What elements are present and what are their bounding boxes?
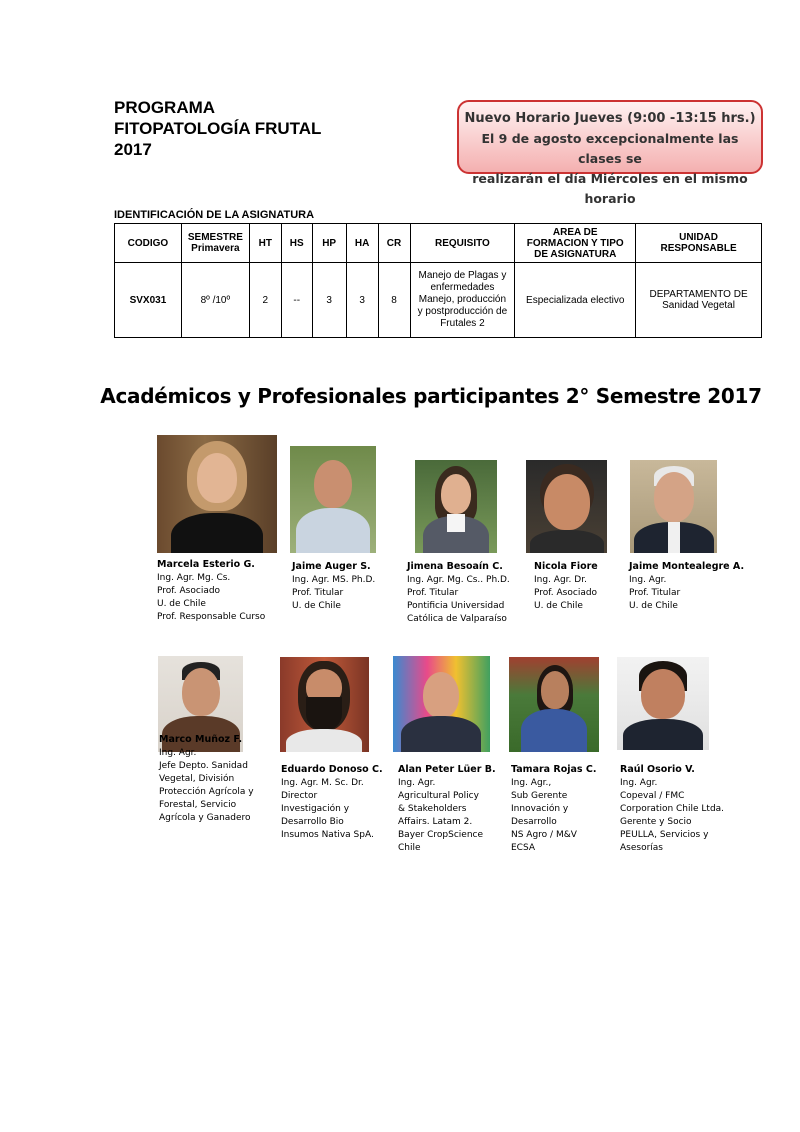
person-name: Raúl Osorio V.	[620, 764, 695, 775]
person-name: Alan Peter Lüer B.	[398, 764, 496, 775]
table-row	[115, 263, 762, 338]
person-detail-line: U. de Chile	[534, 601, 583, 611]
header-codigo: CODIGO	[115, 224, 182, 263]
person-detail-line: Asesorías	[620, 843, 663, 853]
person-details	[159, 747, 254, 825]
person-details	[511, 777, 577, 855]
header-area-line3: DE ASIGNATURA	[534, 248, 617, 260]
header-ht: HT	[249, 224, 281, 263]
cell-ha: 3	[346, 263, 378, 338]
header-ha: HA	[346, 224, 378, 263]
person-details	[620, 777, 724, 855]
person-detail-line: Ing. Agr. Mg. Cs.	[157, 573, 231, 583]
notice-line-2: El 9 de agosto excepcionalmente las clases se	[481, 131, 739, 166]
participants-heading: Académicos y Profesionales participantes 2° Semestre 2017	[100, 384, 762, 408]
cell-area: Especializada electivo	[515, 263, 636, 338]
person-detail-line: Bayer CropScience	[398, 830, 484, 840]
person-detail-line: Desarrollo Bio	[281, 817, 344, 827]
person-detail-line: U. de Chile	[629, 601, 678, 611]
table-header-row	[115, 224, 762, 263]
person-detail-line: Ing. Agr.	[398, 778, 436, 788]
cell-unidad	[636, 263, 762, 338]
person-photo-raul	[617, 657, 709, 750]
cell-semestre: 8º /10º	[181, 263, 249, 338]
header-unidad-line1: UNIDAD	[679, 232, 718, 243]
person-photo-alan	[393, 656, 490, 752]
person-detail-line: Director	[281, 791, 318, 801]
person-detail-line: ECSA	[511, 843, 536, 853]
cell-requisito	[410, 263, 515, 338]
person-photo-jaime-montealegre	[630, 460, 717, 553]
person-details	[281, 777, 374, 842]
header-hs: HS	[281, 224, 312, 263]
person-name: Jimena Besoaín C.	[407, 561, 503, 572]
person-detail-line: Pontificia Universidad	[407, 601, 505, 611]
person-detail-line: Ing. Agr. Dr.	[534, 575, 587, 585]
requisito-line1: Manejo de Plagas y	[418, 270, 507, 281]
unidad-line2: Sanidad Vegetal	[662, 300, 735, 311]
title-line-3: 2017	[114, 140, 152, 159]
cell-cr: 8	[378, 263, 410, 338]
person-details	[398, 777, 483, 855]
person-photo-jimena	[415, 460, 497, 553]
cell-codigo: SVX031	[115, 263, 182, 338]
person-detail-line: & Stakeholders	[398, 804, 467, 814]
person-detail-line: U. de Chile	[292, 601, 341, 611]
person-photo-marcela	[157, 435, 277, 553]
person-details	[157, 572, 265, 624]
header-unidad-line2: RESPONSABLE	[660, 243, 737, 254]
person-detail-line: Prof. Responsable Curso	[157, 612, 266, 622]
person-detail-line: Prof. Titular	[292, 588, 344, 598]
requisito-line2: enfermedades	[430, 282, 495, 293]
person-detail-line: Chile	[398, 843, 421, 853]
identification-heading: IDENTIFICACIÓN DE LA ASIGNATURA	[114, 209, 315, 221]
requisito-line5: Frutales 2	[440, 318, 485, 329]
course-table	[114, 223, 762, 338]
person-photo-eduardo	[280, 657, 369, 752]
person-photo-tamara	[509, 657, 599, 752]
title-line-1: PROGRAMA	[114, 98, 216, 117]
person-detail-line: Forestal, Servicio	[159, 800, 237, 810]
person-detail-line: Prof. Titular	[407, 588, 459, 598]
cell-hp: 3	[312, 263, 346, 338]
person-detail-line: Sub Gerente	[511, 791, 568, 801]
header-requisito: REQUISITO	[410, 224, 515, 263]
schedule-notice	[457, 100, 763, 206]
person-detail-line: Innovación y	[511, 804, 569, 814]
person-detail-line: U. de Chile	[157, 599, 206, 609]
person-detail-line: Investigación y	[281, 804, 350, 814]
person-detail-line: NS Agro / M&V	[511, 830, 577, 840]
person-detail-line: Ing. Agr.	[159, 748, 197, 758]
person-detail-line: Copeval / FMC	[620, 791, 685, 801]
header-unidad	[636, 224, 762, 263]
notice-line-3: realizarán el día Miércoles en el mismo horario	[472, 171, 748, 206]
person-name: Jaime Auger S.	[292, 561, 371, 572]
person-name: Jaime Montealegre A.	[629, 561, 745, 572]
person-detail-line: Gerente y Socio	[620, 817, 692, 827]
requisito-line4: y postproducción de	[417, 306, 508, 317]
notice-line-1: Nuevo Horario Jueves (9:00 -13:15 hrs.)	[464, 111, 756, 126]
person-detail-line: Jefe Depto. Sanidad	[159, 761, 248, 771]
title-line-2: FITOPATOLOGÍA FRUTAL	[114, 119, 322, 138]
person-name: Tamara Rojas C.	[511, 764, 597, 775]
program-title	[114, 97, 321, 160]
person-detail-line: Agrícola y Ganadero	[159, 813, 251, 823]
person-details	[407, 574, 510, 626]
person-detail-line: Ing. Agr. M. Sc. Dr.	[281, 778, 364, 788]
person-details	[534, 574, 597, 613]
person-detail-line: Insumos Nativa SpA.	[281, 830, 374, 840]
cell-hs: --	[281, 263, 312, 338]
person-detail-line: Prof. Titular	[629, 588, 681, 598]
person-detail-line: Ing. Agr.,	[511, 778, 552, 788]
person-detail-line: Ing. Agr.	[620, 778, 658, 788]
person-detail-line: Prof. Asociado	[157, 586, 221, 596]
person-detail-line: Ing. Agr. Mg. Cs.. Ph.D.	[407, 575, 510, 585]
person-name: Eduardo Donoso C.	[281, 764, 383, 775]
person-detail-line: Agricultural Policy	[398, 791, 479, 801]
header-hp: HP	[312, 224, 346, 263]
person-details	[629, 574, 680, 613]
person-detail-line: Corporation Chile Ltda.	[620, 804, 725, 814]
person-detail-line: Ing. Agr.	[629, 575, 667, 585]
person-detail-line: Protección Agrícola y	[159, 787, 254, 797]
header-semestre-line1: SEMESTRE	[187, 232, 243, 243]
person-photo-jaime-auger	[290, 446, 376, 553]
person-detail-line: Católica de Valparaíso	[407, 614, 507, 624]
header-semestre	[181, 224, 249, 263]
person-detail-line: PEULLA, Servicios y	[620, 830, 709, 840]
person-details	[292, 574, 375, 613]
header-semestre-line2: Primavera	[191, 243, 240, 254]
person-detail-line: Vegetal, División	[159, 774, 235, 784]
header-cr: CR	[378, 224, 410, 263]
header-area-line1: AREA DE	[552, 226, 598, 238]
person-name: Nicola Fiore	[534, 561, 598, 572]
person-name: Marcela Esterio G.	[157, 559, 255, 570]
cell-ht: 2	[249, 263, 281, 338]
person-detail-line: Desarrollo	[511, 817, 557, 827]
unidad-line1: DEPARTAMENTO DE	[649, 289, 748, 300]
person-detail-line: Affairs. Latam 2.	[398, 817, 473, 827]
requisito-line3: Manejo, producción	[418, 294, 507, 305]
header-area	[515, 224, 636, 263]
person-detail-line: Prof. Asociado	[534, 588, 598, 598]
person-detail-line: Ing. Agr. MS. Ph.D.	[292, 575, 376, 585]
person-name: Marco Muñoz F.	[159, 734, 243, 745]
person-photo-nicola	[526, 460, 607, 553]
header-area-line2: FORMACION Y TIPO	[526, 237, 624, 249]
